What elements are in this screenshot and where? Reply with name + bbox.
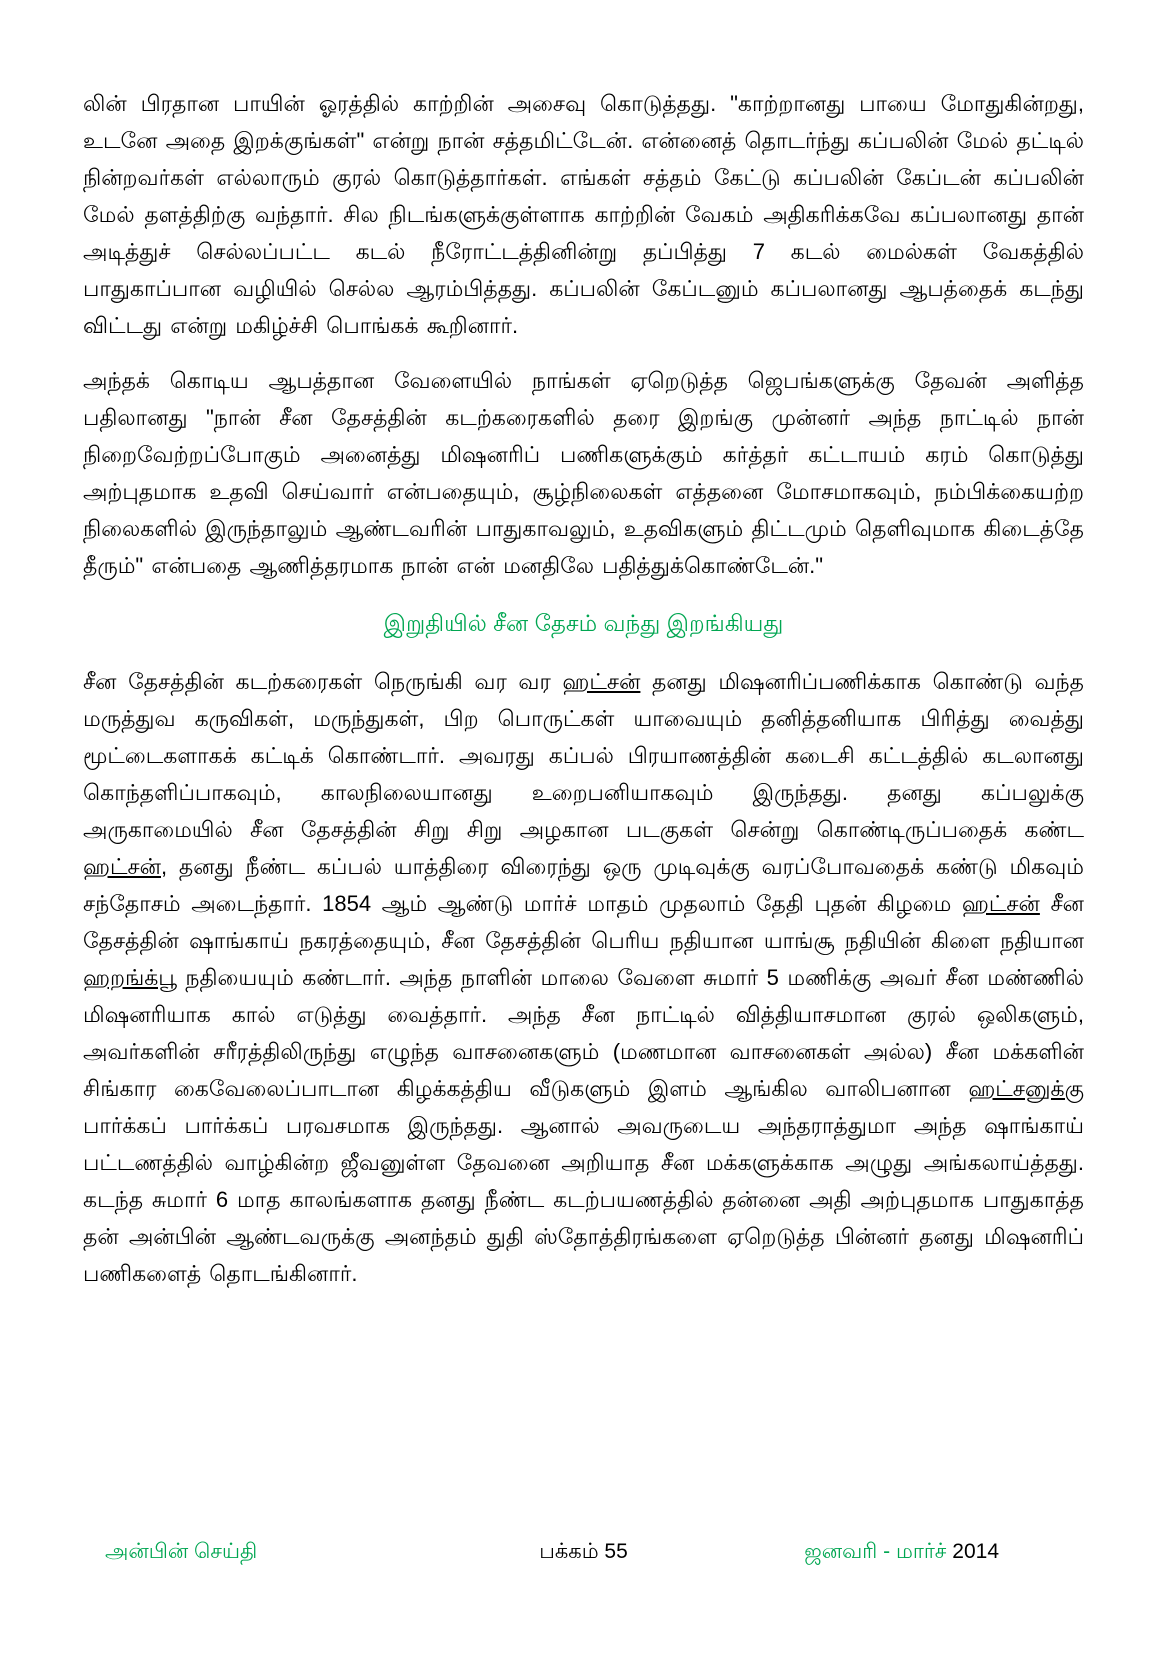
footer-page-number: பக்கம் 55	[539, 1540, 628, 1563]
page-footer	[0, 1537, 1167, 1577]
footer-magazine-title: அன்பின் செய்தி	[105, 1540, 258, 1563]
section-heading: இறுதியில் சீன தேசம் வந்து இறங்கியது	[383, 610, 784, 636]
footer-issue-year: 2014	[952, 1540, 999, 1563]
paragraph-3: சீன தேசத்தின் கடற்கரைகள் நெருங்கி வர வர ஹட்சன் தனது மிஷனரிப்பணிக்காக கொண்டு வந்த மருத்துவ கருவிகள், மருந்துகள், பிற பொருட்கள் யாவையும் தனித்தனியாக பிரித்து வைத்து மூட்டைகளாகக் கட்டிக் கொண்டார். அவரது கப்பல் பிரயாணத்தின் கடைசி கட்டத்தில் கடலானது கொந்தளிப்பாகவும், காலநிலையானது உறைபனியாகவும் இருந்தது. தனது கப்பலுக்கு அருகாமையில் சீன தேசத்தின் சிறு சிறு அழகான படகுகள் சென்று கொண்டிருப்பதைக் கண்ட ஹட்சன், தனது நீண்ட கப்பல் யாத்திரை விரைந்து ஒரு முடிவுக்கு வரப்போவதைக் கண்டு மிகவும் சந்தோசம் அடைந்தார். 1854 ஆம் ஆண்டு மார்ச் மாதம் முதலாம் தேதி புதன் கிழமை ஹட்சன் சீன தேசத்தின் ஷாங்காய் நகரத்தையும், சீன தேசத்தின் பெரிய நதியான யாங்சூ நதியின் கிளை நதியான ஹறங்க்பூ நதியையும் கண்டார். அந்த நாளின் மாலை வேளை சுமார் 5 மணிக்கு அவர் சீன மண்ணில் மிஷனரியாக கால் எடுத்து வைத்தார். அந்த சீன நாட்டில் வித்தியாசமான குரல் ஒலிகளும், அவர்களின் சரீரத்திலிருந்து எழுந்த வாசனைகளும் (மணமான வாசனைகள் அல்ல) சீன மக்களின் சிங்கார கைவேலைப்பாடான கிழக்கத்திய வீடுகளும் இளம் ஆங்கில வாலிபனான ஹட்சனுக்கு பார்க்கப் பார்க்கப் பரவசமாக இருந்தது. ஆனால் அவருடைய அந்தராத்துமா அந்த ஷாங்காய் பட்டணத்தில் வாழ்கின்ற ஜீவனுள்ள தேவனை அறியாத சீன மக்களுக்காக அழுது அங்கலாய்த்தது. கடந்த சுமார் 6 மாத காலங்களாக தனது நீண்ட கடற்பயணத்தில் தன்னை அதி அற்புதமாக பாதுகாத்த தன் அன்பின் ஆண்டவருக்கு அனந்தம் துதி ஸ்தோத்திரங்களை ஏறெடுத்த பின்னர் தனது மிஷனரிப் பணிகளைத் தொடங்கினார்.	[83, 669, 1084, 1286]
footer-issue-months: ஜனவரி - மார்ச்	[804, 1540, 947, 1563]
paragraph-1: லின் பிரதான பாயின் ஓரத்தில் காற்றின் அசைவு கொடுத்தது. "காற்றானது பாயை மோதுகின்றது, உடனே அதை இறக்குங்கள்" என்று நான் சத்தமிட்டேன். என்னைத் தொடர்ந்து கப்பலின் மேல் தட்டில் நின்றவர்கள் எல்லாரும் குரல் கொடுத்தார்கள். எங்கள் சத்தம் கேட்டு கப்பலின் கேப்டன் கப்பலின் மேல் தளத்திற்கு வந்தார். சில நிடங்களுக்குள்ளாக காற்றின் வேகம் அதிகரிக்கவே கப்பலானது தான் அடித்துச் செல்லப்பட்ட கடல் நீரோட்டத்தினின்று தப்பித்து 7 கடல் மைல்கள் வேகத்தில் பாதுகாப்பான வழியில் செல்ல ஆரம்பித்தது. கப்பலின் கேப்டனும் கப்பலானது ஆபத்தைக் கடந்து விட்டது என்று மகிழ்ச்சி பொங்கக் கூறினார்.	[83, 91, 1084, 338]
footer-issue-date	[804, 1537, 999, 1567]
article-body	[83, 85, 1084, 1310]
paragraph-2: அந்தக் கொடிய ஆபத்தான வேளையில் நாங்கள் ஏறெடுத்த ஜெபங்களுக்கு தேவன் அளித்த பதிலானது "நான் சீன தேசத்தின் கடற்கரைகளில் தரை இறங்கு முன்னர் அந்த நாட்டில் நான் நிறைவேற்றப்போகும் அனைத்து மிஷனரிப் பணிகளுக்கும் கர்த்தர் கட்டாயம் கரம் கொடுத்து அற்புதமாக உதவி செய்வார் என்பதையும், சூழ்நிலைகள் எத்தனை மோசமாகவும், நம்பிக்கையற்ற நிலைகளில் இருந்தாலும் ஆண்டவரின் பாதுகாவலும், உதவிகளும் திட்டமும் தெளிவுமாக கிடைத்தே தீரும்" என்பதை ஆணித்தரமாக நான் என் மனதிலே பதித்துக்கொண்டேன்."	[83, 368, 1084, 578]
